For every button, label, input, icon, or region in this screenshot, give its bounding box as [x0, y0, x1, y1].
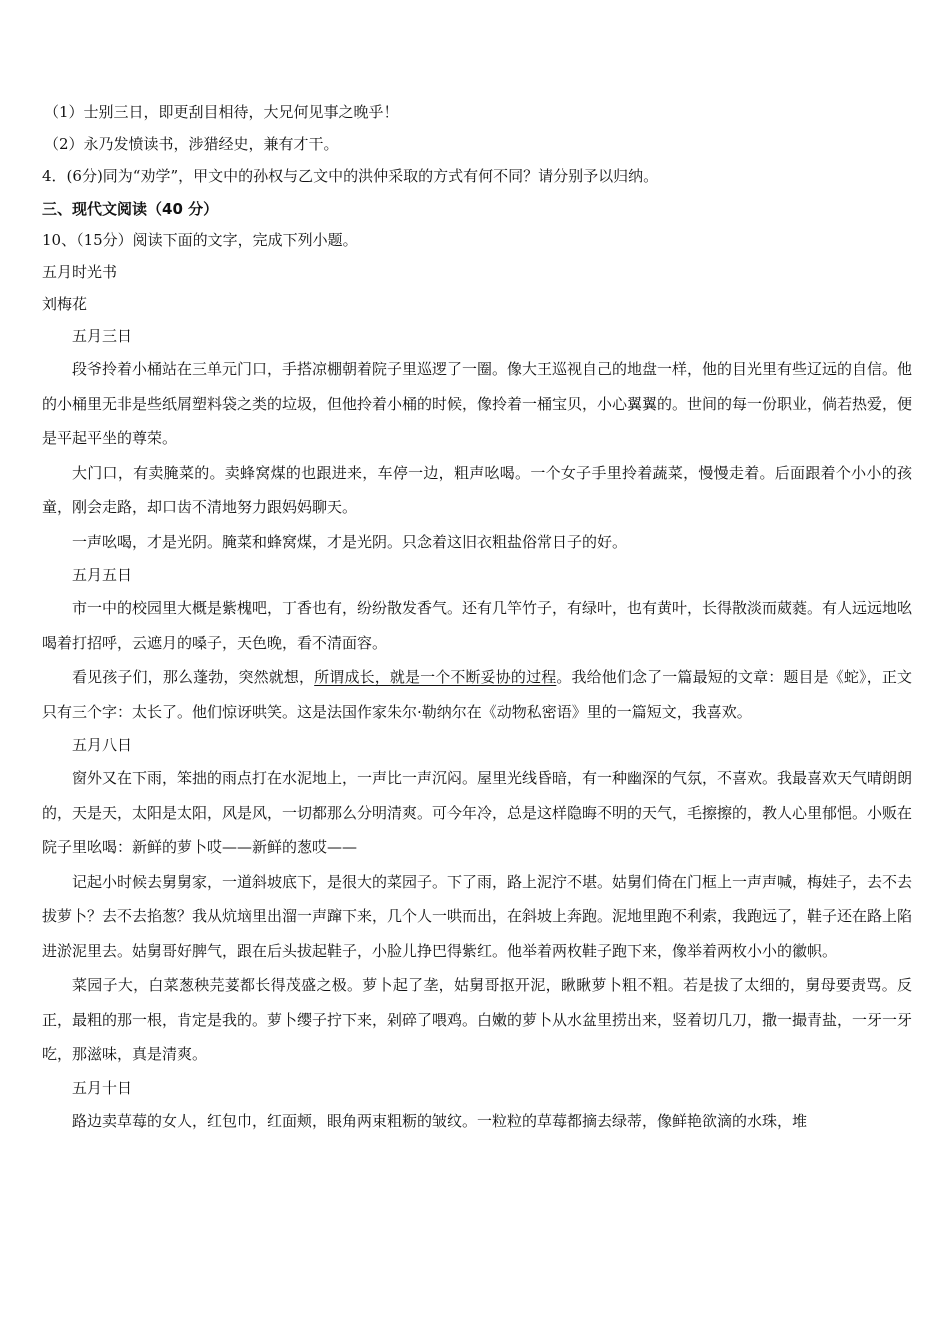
paragraph: 菜园子大，白菜葱秧芫荽都长得茂盛之极。萝卜起了垄，姑舅哥抠开泥，瞅瞅萝卜粗不粗。若是拔了太细的，舅母要责骂。反正，最粗的那一根，肯定是我的。萝卜缨子拧下来，剁碎了喂鸡。白嫩的萝卜从水盆里捞出来，竖着切几刀，撒一撮青盐，一牙一牙吃，那滋味，真是清爽。	[42, 976, 913, 1063]
paragraph	[42, 660, 912, 729]
paragraph: 一声吆喝，才是光阴。腌菜和蜂窝煤，才是光阴。只念着这旧衣粗盐俗常日子的好。	[72, 532, 628, 551]
paragraph: 记起小时候去舅舅家，一道斜坡底下，是很大的菜园子。下了雨，路上泥泞不堪。姑舅们倚在门框上一声声喊，梅娃子，去不去拔萝卜？去不去掐葱？我从炕垴里出溜一声蹿下来，几个人一哄而出，在斜坡上奔跑。泥地里跑不利索，我跑远了，鞋子还在路上陷进淤泥里去。姑舅哥好脾气，跟在后头拔起鞋子，小脸儿挣巴得紫红。他举着两枚鞋子跑下来，像举着两枚小小的徽帜。	[42, 872, 913, 960]
section-instruction: 10、（15分）阅读下面的文字，完成下列小题。	[42, 231, 358, 249]
paragraph: 窗外又在下雨，笨拙的雨点打在水泥地上，一声比一声沉闷。屋里光线昏暗，有一种幽深的气氛，不喜欢。我最喜欢天气晴朗朗的，天是天，太阳是太阳，风是风，一切都那么分明清爽。可今年冷，总是这样隐晦不明的天气，毛擦擦的，教人心里郁悒。小贩在院子里吆喝：新鲜的萝卜哎——新鲜的葱哎——	[42, 769, 913, 856]
date-heading: 五月五日	[72, 566, 133, 584]
question-1: （1）士别三日，即更刮目相待，大兄何见事之晚乎！	[44, 103, 399, 121]
paragraph-text: 。我给他们念了一篇最短的文章：题目是《蛇》，正文只有三个字：太长了。他们惊讶哄笑。这是法国作家朱尔·勒纳尔在《动物私密语》里的一篇短文，我喜欢。	[42, 668, 912, 721]
paragraph: 段爷拎着小桶站在三单元门口，手搭凉棚朝着院子里巡逻了一圈。像大王巡视自己的地盘一样，他的目光里有些辽远的自信。他的小桶里无非是些纸屑塑料袋之类的垃圾，但他拎着小桶的时候，像拎着一桶宝贝，小心翼翼的。世间的每一份职业，倘若热爱，便是平起平坐的尊荣。	[42, 360, 913, 447]
underlined-sentence: 所谓成长，就是一个不断妥协的过程	[314, 668, 557, 686]
question-4: 4．(6分)同为“劝学”，甲文中的孙权与乙文中的洪仲采取的方式有何不同？请分别予以归纳。	[42, 167, 659, 185]
paragraph-text: 看见孩子们，那么蓬勃，突然就想，	[72, 668, 315, 686]
date-heading: 五月三日	[72, 327, 133, 345]
article-title: 五月时光书	[42, 263, 118, 281]
date-heading: 五月八日	[72, 736, 133, 754]
section-heading: 三、现代文阅读（40 分）	[42, 200, 219, 218]
date-heading: 五月十日	[72, 1078, 133, 1097]
paragraph: 市一中的校园里大概是紫槐吧，丁香也有，纷纷散发香气。还有几竿竹子，有绿叶，也有黄叶，长得散淡而葳蕤。有人远远地吆喝着打招呼，云遮月的嗓子，天色晚，看不清面容。	[42, 599, 913, 652]
paragraph: 大门口，有卖腌菜的。卖蜂窝煤的也跟进来，车停一边，粗声吆喝。一个女子手里拎着蔬菜，慢慢走着。后面跟着个小小的孩童，刚会走路，却口齿不清地努力跟妈妈聊天。	[42, 463, 912, 516]
article-author: 刘梅花	[42, 295, 88, 313]
paragraph: 路边卖草莓的女人，红包巾，红面颊，眼角两束粗粝的皱纹。一粒粒的草莓都摘去绿蒂，像鲜艳欲滴的水珠，堆	[72, 1111, 808, 1130]
document-page	[42, 96, 912, 1138]
question-2: （2）永乃发愤读书，涉猎经史，兼有才干。	[44, 135, 339, 153]
